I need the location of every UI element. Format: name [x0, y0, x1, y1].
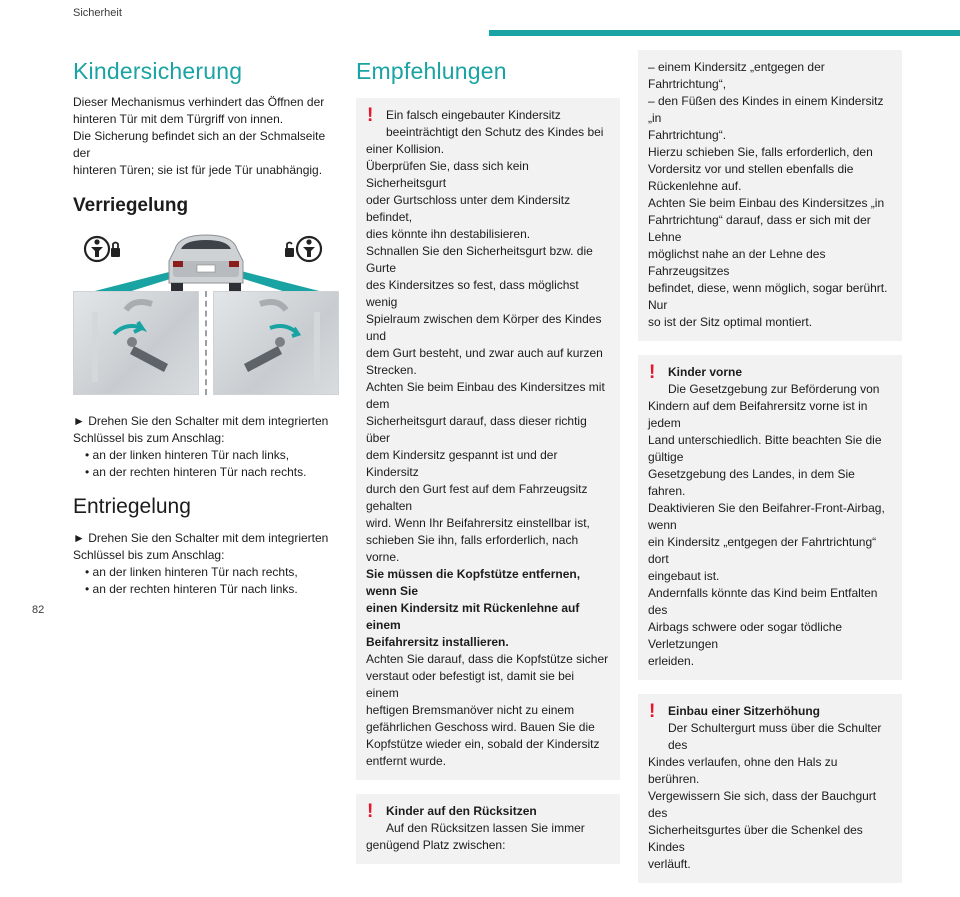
- text-line: so ist der Sitz optimal montiert.: [648, 315, 813, 329]
- heading-entriegelung: Entriegelung: [73, 495, 191, 518]
- text-line: Dieser Mechanismus verhindert das Öffnen der: [73, 95, 325, 109]
- text-line: Hierzu schieben Sie, falls erforderlich, den: [648, 145, 873, 159]
- text-line: Überprüfen Sie, dass sich kein Sicherheitsgurt: [366, 159, 529, 190]
- section-title-empfehlungen: Empfehlungen: [356, 58, 507, 84]
- bullet-item: • an der linken hinteren Tür nach rechts,: [85, 565, 298, 579]
- text-line: Fahrtrichtung“.: [648, 128, 727, 142]
- box-heading: Kinder auf den Rücksitzen: [386, 804, 537, 818]
- child-lock-illustration: [73, 231, 341, 403]
- text-line: dem Kindersitz gespannt ist und der Kindersitz: [366, 448, 558, 479]
- child-unlock-icon: [283, 233, 323, 265]
- text-line: erleiden.: [648, 654, 695, 668]
- text-line: Gesetzgebung des Landes, in dem Sie fahren.: [648, 467, 855, 498]
- column-empfehlungen: [356, 50, 620, 878]
- text-line: Deaktivieren Sie den Beifahrer-Front-Airbag, wenn: [648, 501, 885, 532]
- text-line: Achten Sie beim Einbau des Kindersitzes mit dem: [366, 380, 605, 411]
- text-line: genügend Platz zwischen:: [366, 838, 506, 852]
- warning-icon: !: [649, 701, 656, 722]
- text-line: Vergewissern Sie sich, dass der Bauchgurt des: [648, 789, 877, 820]
- text-line: des Kindersitzes so fest, dass möglichst wenig: [366, 278, 579, 309]
- text-line: ► Drehen Sie den Schalter mit dem integrierten: [73, 531, 329, 545]
- text-line: wird. Wenn Ihr Beifahrersitz einstellbar ist,: [366, 516, 590, 530]
- text-line-bold: Sie müssen die Kopfstütze entfernen, wenn Sie: [366, 567, 581, 598]
- warning-icon: !: [367, 801, 374, 822]
- warning-box-ruecksitze: [356, 794, 620, 864]
- text-line: Auf den Rücksitzen lassen Sie immer: [386, 821, 585, 835]
- text-line: eingebaut ist.: [648, 569, 720, 583]
- text-line: Ein falsch eingebauter Kindersitz: [386, 108, 561, 122]
- text-line: entfernt wurde.: [366, 754, 447, 768]
- text-line: Kindern auf dem Beifahrersitz vorne ist in jedem: [648, 399, 868, 430]
- text-line: Schnallen Sie den Sicherheitsgurt bzw. die Gurte: [366, 244, 593, 275]
- page-header-title: Sicherheit: [73, 7, 122, 19]
- text-line: hinteren Türen; sie ist für jede Tür unabhängig.: [73, 163, 323, 177]
- info-box-continued: [638, 50, 902, 341]
- text-line: – einem Kindersitz „entgegen der Fahrtrichtung“,: [648, 60, 825, 91]
- text-line: oder Gurtschloss unter dem Kindersitz befindet,: [366, 193, 571, 224]
- text-line: einer Kollision.: [366, 142, 445, 156]
- text-line: Andernfalls könnte das Kind beim Entfalten des: [648, 586, 878, 617]
- text-line: Rückenlehne auf.: [648, 179, 742, 193]
- warning-icon: !: [649, 362, 656, 383]
- text-line: Achten Sie beim Einbau des Kindersitzes „in: [648, 196, 885, 210]
- section-title-kindersicherung: Kindersicherung: [73, 58, 243, 84]
- text-line: Die Sicherung befindet sich an der Schmalseite der: [73, 129, 326, 160]
- door-latch-left-illustration: [73, 291, 199, 395]
- bullet-item: • an der linken hinteren Tür nach links,: [85, 448, 290, 462]
- illustration-divider: [205, 291, 207, 395]
- box-heading: Einbau einer Sitzerhöhung: [668, 704, 821, 718]
- warning-icon: !: [367, 105, 374, 126]
- text-line: Schlüssel bis zum Anschlag:: [73, 548, 225, 562]
- text-line: Spielraum zwischen dem Körper des Kindes und: [366, 312, 602, 343]
- text-line: Sicherheitsgurtes über die Schenkel des Kindes: [648, 823, 863, 854]
- page-number: 82: [32, 604, 45, 616]
- text-line: ► Drehen Sie den Schalter mit dem integrierten: [73, 414, 329, 428]
- child-lock-icon: [83, 233, 123, 265]
- door-latch-right-illustration: [213, 291, 339, 395]
- text-line: heftigen Bremsmanöver nicht zu einem: [366, 703, 575, 717]
- text-line: schieben Sie ihn, falls erforderlich, nach vorne.: [366, 533, 579, 564]
- column-continued: [638, 50, 902, 897]
- text-line-bold: einen Kindersitz mit Rückenlehne auf einem: [366, 601, 580, 632]
- text-line: Achten Sie darauf, dass die Kopfstütze sicher: [366, 652, 609, 666]
- text-line: gefährlichen Geschoss wird. Bauen Sie die: [366, 720, 595, 734]
- text-line: ein Kindersitz „entgegen der Fahrtrichtung“ dort: [648, 535, 877, 566]
- text-line: hinteren Tür mit dem Türgriff von innen.: [73, 112, 284, 126]
- text-line-bold: Beifahrersitz installieren.: [366, 635, 509, 649]
- warning-box-kindersitz: [356, 98, 620, 780]
- text-line: Die Gesetzgebung zur Beförderung von: [668, 382, 880, 396]
- text-line: Sicherheitsgurt darauf, dass dieser richtig über: [366, 414, 587, 445]
- text-line: Vordersitz vor und stellen ebenfalls die: [648, 162, 854, 176]
- text-line: dies könnte ihn destabilisieren.: [366, 227, 531, 241]
- text-line: dem Gurt besteht, und zwar auch auf kurzen: [366, 346, 603, 360]
- text-line: verstaut oder befestigt ist, damit sie bei einem: [366, 669, 575, 700]
- text-line: Kindes verlaufen, ohne den Hals zu berühren.: [648, 755, 838, 786]
- text-line: beeinträchtigt den Schutz des Kindes bei: [386, 125, 604, 139]
- bullet-item: • an der rechten hinteren Tür nach rechts.: [85, 465, 307, 479]
- text-line: möglichst nahe an der Lehne des Fahrzeugsitzes: [648, 247, 826, 278]
- column-kindersicherung: [73, 50, 341, 598]
- heading-verriegelung: Verriegelung: [73, 195, 189, 216]
- text-line: Fahrtrichtung“ darauf, dass er sich mit der Lehne: [648, 213, 871, 244]
- text-line: Strecken.: [366, 363, 417, 377]
- text-line: Land unterschiedlich. Bitte beachten Sie die gültige: [648, 433, 882, 464]
- warning-box-kinder-vorne: [638, 355, 902, 680]
- text-line: Kopfstütze wieder ein, sobald der Kindersitz: [366, 737, 600, 751]
- text-line: Der Schultergurt muss über die Schulter des: [668, 721, 882, 752]
- text-line: – den Füßen des Kindes in einem Kindersitz „in: [648, 94, 884, 125]
- text-line: verläuft.: [648, 857, 691, 871]
- text-line: befindet, diese, wenn möglich, sogar berührt. Nur: [648, 281, 888, 312]
- bullet-item: • an der rechten hinteren Tür nach links.: [85, 582, 298, 596]
- page-header-bar: [489, 30, 960, 36]
- warning-box-sitzerhoehung: [638, 694, 902, 883]
- box-heading: Kinder vorne: [668, 365, 743, 379]
- intro-text: [73, 94, 341, 179]
- text-line: durch den Gurt fest auf dem Fahrzeugsitz gehalten: [366, 482, 588, 513]
- text-line: Schlüssel bis zum Anschlag:: [73, 431, 225, 445]
- text-line: Airbags schwere oder sogar tödliche Verletzungen: [648, 620, 843, 651]
